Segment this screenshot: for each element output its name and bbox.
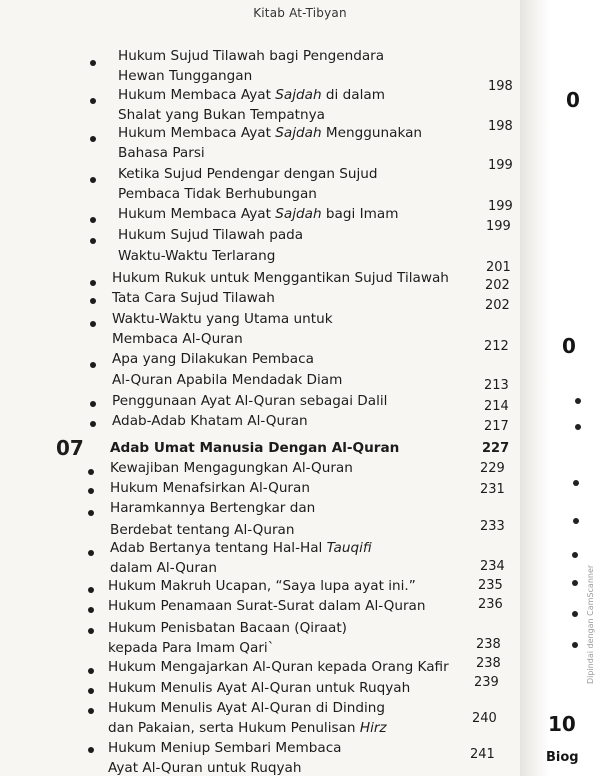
entry-line: Hukum Penamaan Surat-Surat dalam Al-Quran xyxy=(108,598,426,614)
entry-page: 199 xyxy=(486,219,511,234)
entry-line: Hukum Rukuk untuk Menggantikan Sujud Tilawah xyxy=(112,270,449,286)
bullet-icon xyxy=(575,398,581,404)
entry-page: 202 xyxy=(485,298,510,313)
entry-page: 238 xyxy=(476,637,501,652)
bullet-icon xyxy=(90,98,96,104)
entry-line: Pembaca Tidak Berhubungan xyxy=(118,186,317,202)
bullet-icon xyxy=(88,510,94,516)
entry-line: Haramkannya Bertengkar dan xyxy=(110,500,316,516)
bullet-icon xyxy=(88,747,94,753)
entry-page: 199 xyxy=(488,158,513,173)
entry-page: 198 xyxy=(488,119,513,134)
entry-line: Hukum Meniup Sembari Membaca xyxy=(108,740,342,756)
bullet-icon xyxy=(90,298,96,304)
chapter-number: 07 xyxy=(56,436,84,460)
bullet-icon xyxy=(90,136,96,142)
chapter-page: 227 xyxy=(482,441,510,456)
adjacent-chapter-number: 0 xyxy=(562,334,576,358)
entry-line: Hukum Sujud Tilawah pada xyxy=(118,227,304,243)
bullet-icon xyxy=(88,628,94,634)
bullet-icon xyxy=(572,552,578,558)
entry-page: 238 xyxy=(476,656,501,671)
entry-page: 241 xyxy=(470,747,495,762)
bullet-icon xyxy=(90,421,96,427)
entry-page: 213 xyxy=(484,378,509,393)
entry-line: dalam Al-Quran xyxy=(110,560,217,576)
bullet-icon xyxy=(88,688,94,694)
entry-line: dan Pakaian, serta Hukum Penulisan Hirz xyxy=(108,720,387,736)
bullet-icon xyxy=(88,607,94,613)
bullet-icon xyxy=(90,177,96,183)
bullet-icon xyxy=(88,587,94,593)
bullet-icon xyxy=(90,362,96,368)
entry-line: Berdebat tentang Al-Quran xyxy=(110,522,295,538)
bullet-icon xyxy=(88,550,94,556)
entry-line: Penggunaan Ayat Al-Quran sebagai Dalil xyxy=(112,393,388,409)
entry-line: Ayat Al-Quran untuk Ruqyah xyxy=(108,760,302,776)
bullet-icon xyxy=(90,217,96,223)
entry-page: 212 xyxy=(484,339,509,354)
bullet-icon xyxy=(575,424,581,430)
entry-page: 202 xyxy=(485,278,510,293)
running-header: Kitab At-Tibyan xyxy=(253,6,347,20)
entry-line: Hukum Menulis Ayat Al-Quran untuk Ruqyah xyxy=(108,680,411,696)
entry-line: Membaca Al-Quran xyxy=(112,331,243,347)
entry-line: Kewajiban Mengagungkan Al-Quran xyxy=(110,460,353,476)
entry-line: Hukum Membaca Ayat Sajdah di dalam xyxy=(118,87,385,103)
entry-line: Adab-Adab Khatam Al-Quran xyxy=(112,413,308,429)
entry-page: 231 xyxy=(480,482,505,497)
bullet-icon xyxy=(88,469,94,475)
bullet-icon xyxy=(572,580,578,586)
entry-line: Tata Cara Sujud Tilawah xyxy=(112,290,275,306)
entry-line: Hukum Mengajarkan Al-Quran kepada Orang Kafir xyxy=(108,659,449,675)
bullet-icon xyxy=(573,518,579,524)
entry-page: 236 xyxy=(478,597,503,612)
entry-line: Hukum Makruh Ucapan, “Saya lupa ayat ini.” xyxy=(108,578,416,594)
entry-page: 234 xyxy=(480,559,505,574)
bullet-icon xyxy=(572,611,578,617)
bullet-icon xyxy=(572,642,578,648)
entry-page: 201 xyxy=(486,260,511,275)
bullet-icon xyxy=(573,480,579,486)
entry-line: Apa yang Dilakukan Pembaca xyxy=(112,351,314,367)
entry-line: Waktu-Waktu yang Utama untuk xyxy=(112,311,333,327)
bullet-icon xyxy=(90,280,96,286)
entry-page: 214 xyxy=(484,399,509,414)
entry-page: 199 xyxy=(488,199,513,214)
entry-page: 240 xyxy=(472,711,497,726)
adjacent-chapter-number: 0 xyxy=(566,88,580,112)
entry-page: 239 xyxy=(474,675,499,690)
entry-line: Hewan Tunggangan xyxy=(118,68,253,84)
bullet-icon xyxy=(88,488,94,494)
entry-line: Ketika Sujud Pendengar dengan Sujud xyxy=(118,166,378,182)
entry-page: 233 xyxy=(480,519,505,534)
entry-page: 235 xyxy=(478,578,503,593)
entry-line: Al-Quran Apabila Mendadak Diam xyxy=(112,372,343,388)
entry-page: 217 xyxy=(484,419,509,434)
bullet-icon xyxy=(88,708,94,714)
entry-line: kepada Para Imam Qari` xyxy=(108,640,275,656)
entry-page: 198 xyxy=(488,79,513,94)
entry-line: Hukum Sujud Tilawah bagi Pengendara xyxy=(118,48,385,64)
entry-line: Waktu-Waktu Terlarang xyxy=(118,248,276,264)
bullet-icon xyxy=(90,401,96,407)
entry-line: Hukum Menafsirkan Al-Quran xyxy=(110,480,310,496)
bullet-icon xyxy=(90,60,96,66)
chapter-title: Adab Umat Manusia Dengan Al-Quran xyxy=(110,440,400,456)
adjacent-entry-fragment: Biog xyxy=(546,750,579,765)
adjacent-chapter-number: 10 xyxy=(548,712,576,736)
entry-line: Hukum Menulis Ayat Al-Quran di Dinding xyxy=(108,700,386,716)
scanner-watermark: Dipindai dengan CamScanner xyxy=(586,564,595,684)
entry-line: Bahasa Parsi xyxy=(118,145,205,161)
entry-page: 229 xyxy=(480,461,505,476)
bullet-icon xyxy=(90,238,96,244)
bullet-icon xyxy=(88,668,94,674)
entry-line: Hukum Membaca Ayat Sajdah Menggunakan xyxy=(118,125,423,141)
entry-line: Hukum Penisbatan Bacaan (Qiraat) xyxy=(108,620,347,636)
bullet-icon xyxy=(90,321,96,327)
entry-line: Hukum Membaca Ayat Sajdah bagi Imam xyxy=(118,206,399,222)
entry-line: Shalat yang Bukan Tempatnya xyxy=(118,107,325,123)
entry-line: Adab Bertanya tentang Hal-Hal Tauqifi xyxy=(110,540,372,556)
